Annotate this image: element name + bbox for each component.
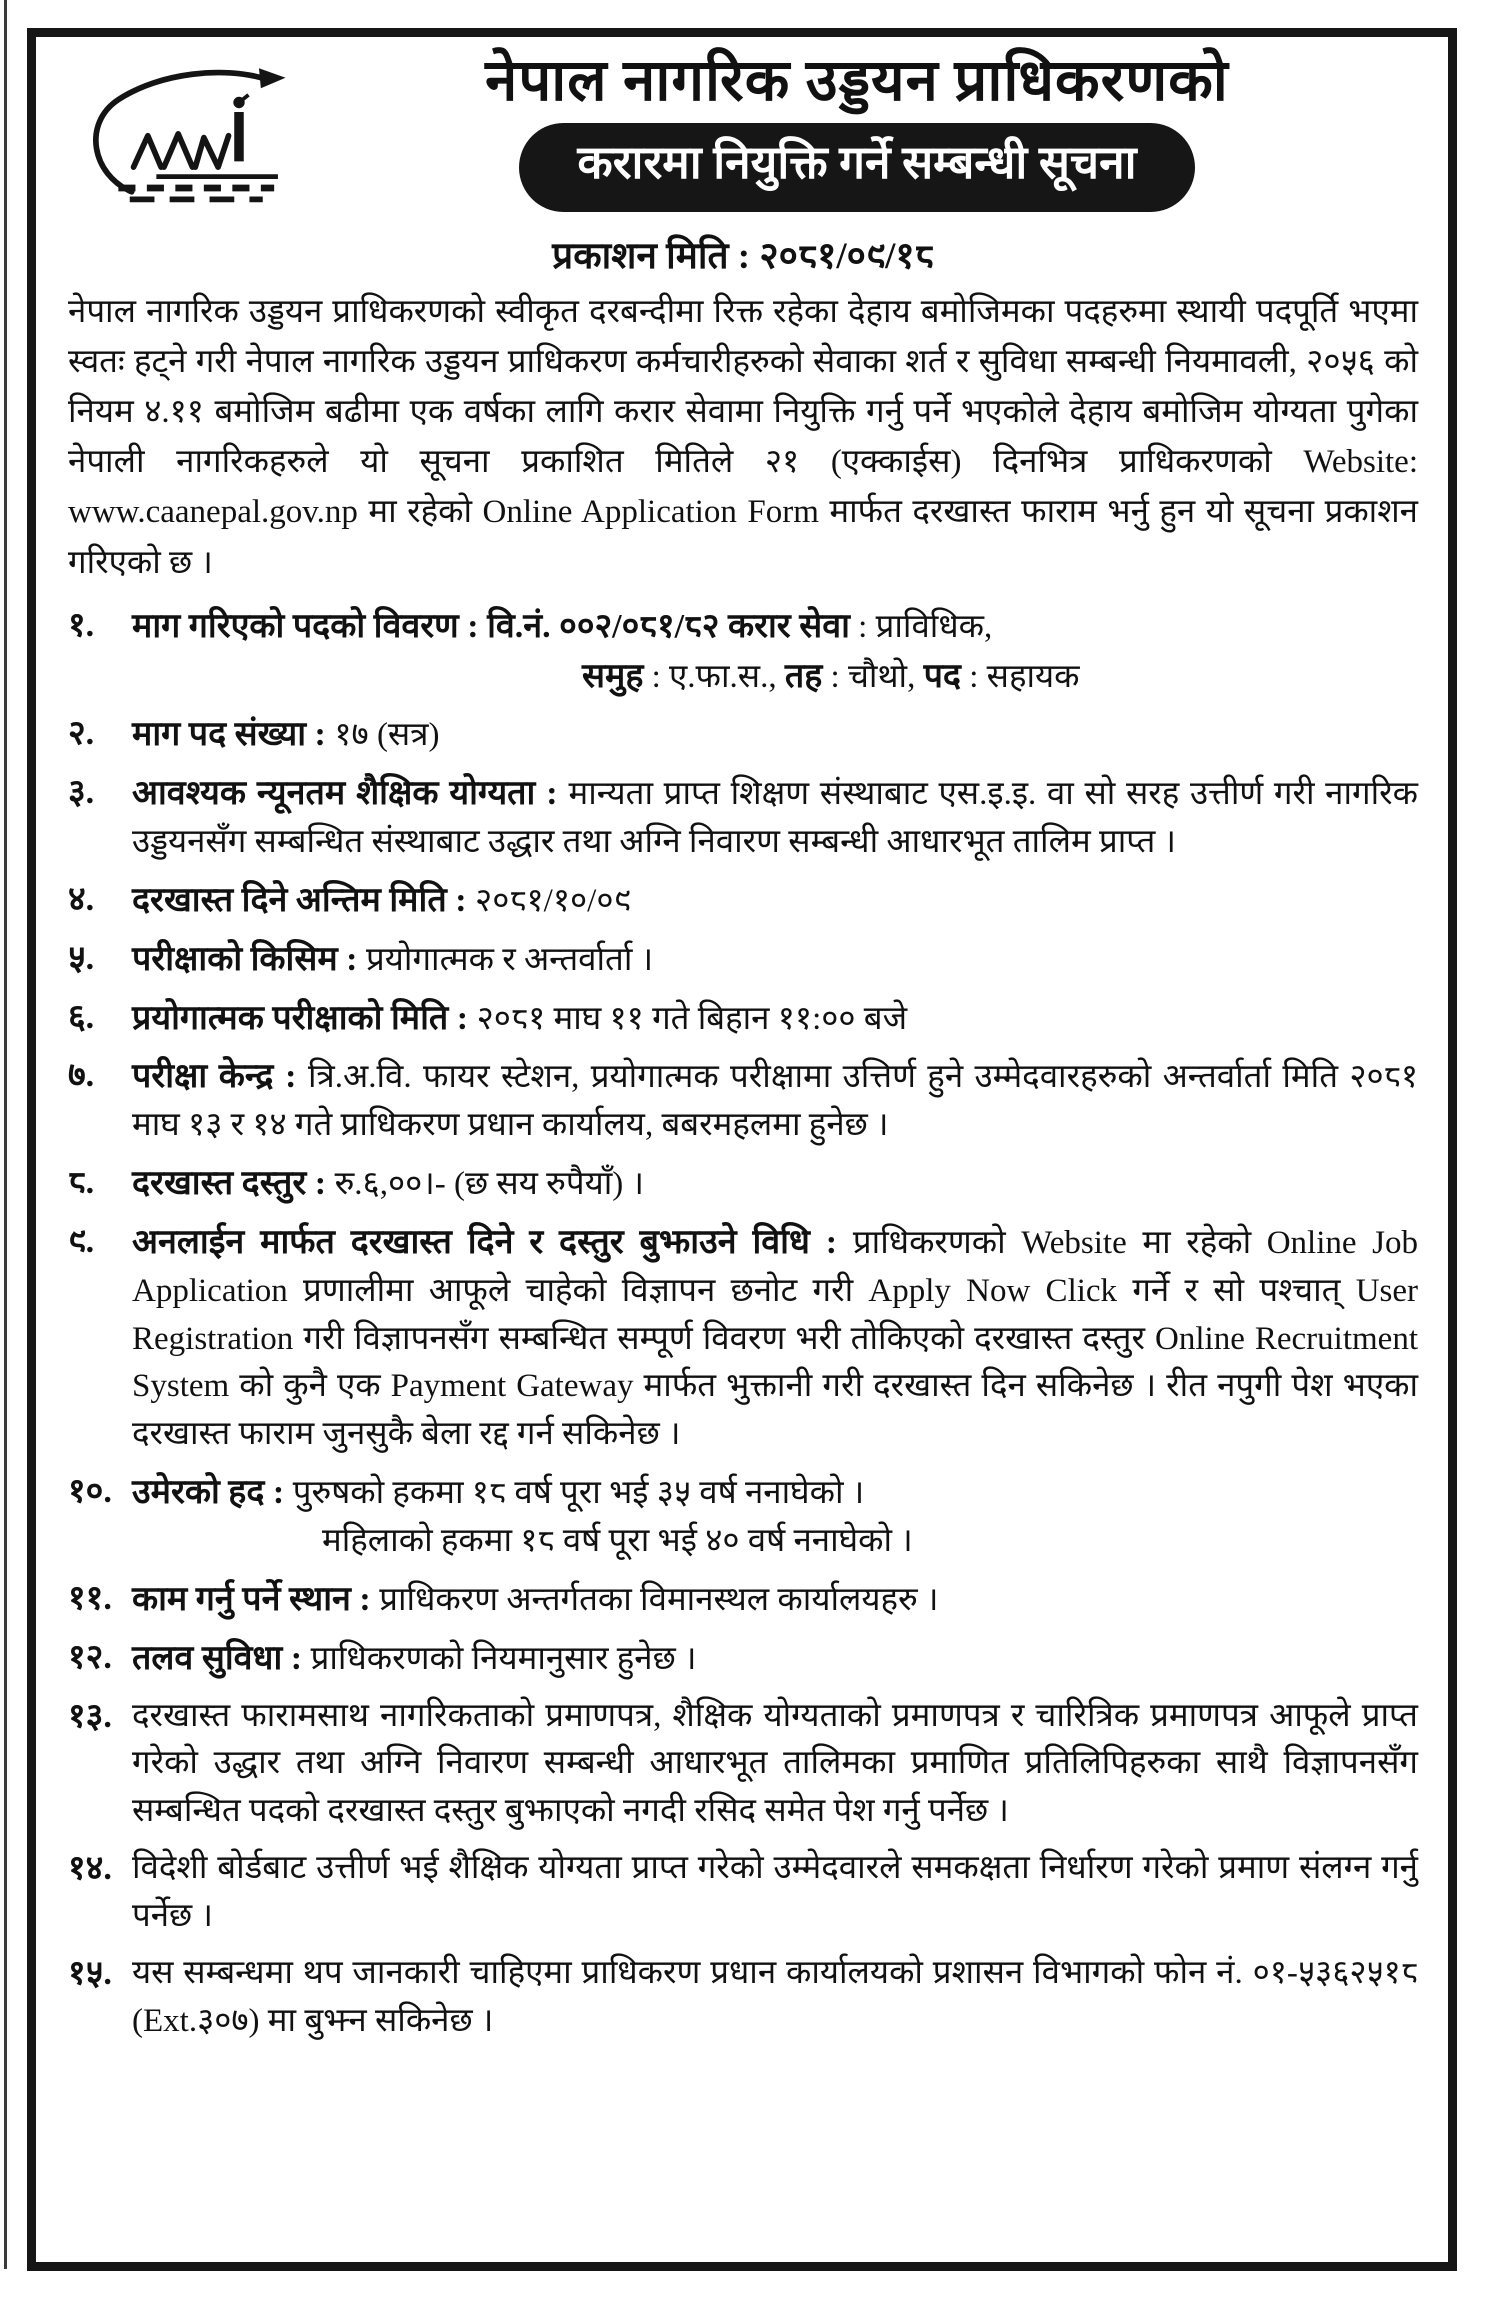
- item-text-segment: प्राधिकरणको नियमानुसार हुनेछ ।: [310, 1640, 697, 1677]
- item-line: [132, 1518, 1418, 1566]
- list-item: [68, 602, 1418, 702]
- item-line: [132, 710, 1418, 760]
- list-item: [68, 1052, 1418, 1150]
- publish-date: प्रकाशन मिति : २०८१/०९/१८: [552, 235, 934, 277]
- item-content: [132, 710, 1418, 760]
- item-text-segment: मान्यता प्राप्त शिक्षण संस्थाबाट एस.इ.इ. वा सो सरह उत्तीर्ण गरी नागरिक उड्डयनसँग सम्बन्धित संस्थाबाट उद्धार तथा अग्नि निवारण सम्बन्धी आधारभूत तालिम प्राप्त ।: [132, 776, 1418, 861]
- item-text-segment: पुरुषको हकमा १८ वर्ष पूरा भई ३५ वर्ष ननाघेको ।: [292, 1475, 865, 1512]
- item-text-segment: आवश्यक न्यूनतम शैक्षिक योग्यता :: [132, 775, 569, 813]
- item-text-segment: २०८१/१०/०९: [475, 882, 631, 919]
- item-text-segment: १७ (सत्र): [334, 717, 440, 754]
- item-line: [132, 935, 1418, 985]
- item-text-segment: प्राधिकरणको Website मा रहेको Online Job Application प्रणालीमा आफूले चाहेको विज्ञापन छनोट गरी Apply Now Click गर्ने र सो पश्चात् User Registration गरी विज्ञापनसँग सम्बन्धित सम्पूर्ण विवरण भरी तोकिएको दरखास्त दस्तुर Online Recruitment System को कुनै एक Payment Gateway मार्फत भुक्तानी गरी दरखास्त दिन सकिनेछ । रीत नपुगी पेश भएका दरखास्त फाराम जुनसुकै बेला रद्द गर्न सकिनेछ ।: [132, 1224, 1418, 1453]
- item-line: [132, 652, 1418, 702]
- notice-box: [27, 28, 1457, 2271]
- item-text-segment: परीक्षा केन्द्र :: [132, 1058, 308, 1096]
- item-content: [132, 876, 1418, 926]
- list-item: [68, 1218, 1418, 1459]
- item-content: [132, 1950, 1418, 2046]
- item-number: १५.: [68, 1954, 112, 1992]
- item-number: २.: [68, 715, 95, 753]
- item-text-segment: करार सेवा: [727, 607, 850, 645]
- item-line: [132, 1218, 1418, 1459]
- item-text-segment: दरखास्त फारामसाथ नागरिकताको प्रमाणपत्र, शैक्षिक योग्यताको प्रमाणपत्र र चारित्रिक प्रमाणपत्र आफूले प्राप्त गरेको उद्धार तथा अग्नि निवारण सम्बन्धी आधारभूत तालिमका प्रमाणित प्रतिलिपिहरुका साथै विज्ञापनसँग सम्बन्धित पदको दरखास्त दस्तुर बुझाएको नगदी रसिद समेत पेश गर्नु पर्नेछ ।: [132, 1697, 1418, 1830]
- item-content: [132, 1159, 1418, 1209]
- notice-header: [68, 47, 1418, 212]
- item-content: [132, 769, 1418, 867]
- header-text: [296, 47, 1418, 212]
- item-text-segment: दरखास्त दस्तुर :: [132, 1165, 335, 1203]
- item-text-segment: तलव सुविधा :: [132, 1639, 311, 1677]
- item-text-segment: : प्राविधिक,: [849, 608, 993, 645]
- item-number: १३.: [68, 1697, 112, 1735]
- item-text-segment: काम गर्नु पर्ने स्थान :: [132, 1580, 380, 1618]
- item-line: [132, 994, 1418, 1044]
- item-text-segment: महिलाको हकमा १८ वर्ष पूरा भई ४० वर्ष ननाघेको ।: [322, 1523, 913, 1560]
- item-line: [132, 1468, 1418, 1518]
- notice-title-pill: करारमा नियुक्ति गर्ने सम्बन्धी सूचना: [519, 123, 1194, 211]
- intro-paragraph: नेपाल नागरिक उड्डयन प्राधिकरणको स्वीकृत दरबन्दीमा रिक्त रहेका देहाय बमोजिमका पदहरुमा स्थायी पदपूर्ति भएमा स्वतः हट्ने गरी नेपाल नागरिक उड्डयन प्राधिकरण कर्मचारीहरुको सेवाका शर्त र सुविधा सम्बन्धी नियमावली, २०५६ को नियम ४.११ बमोजिम बढीमा एक वर्षका लागि करार सेवामा नियुक्ति गर्नु पर्ने भएकोले देहाय बमोजिम योग्यता पुगेका नेपाली नागरिकहरुले यो सूचना प्रकाशित मितिले २१ (एक्काईस) दिनभित्र प्राधिकरणको Website: www.caanepal.gov.np मा रहेको Online Application Form मार्फत दरखास्त फाराम भर्नु हुन यो सूचना प्रकाशन गरिएको छ ।: [68, 293, 1418, 581]
- item-text-segment: प्राधिकरण अन्तर्गतका विमानस्थल कार्यालयहरु ।: [379, 1581, 939, 1618]
- item-line: [132, 1634, 1418, 1684]
- item-text-segment: दरखास्त दिने अन्तिम मिति :: [132, 881, 476, 919]
- item-text-segment: २०८१ माघ ११ गते बिहान ११:०० बजे: [476, 1000, 908, 1037]
- item-text-segment: परीक्षाको किसिम :: [132, 940, 366, 978]
- item-number: १२.: [68, 1638, 112, 1676]
- list-item: [68, 1950, 1418, 2046]
- item-number: ६.: [68, 998, 95, 1036]
- item-text-segment: माग गरिएको पदको विवरण :: [132, 607, 488, 645]
- list-item: [68, 1693, 1418, 1837]
- list-item: [68, 1468, 1418, 1566]
- item-number: ७.: [68, 1057, 95, 1095]
- list-item: [68, 1634, 1418, 1684]
- list-item: [68, 994, 1418, 1044]
- item-text-segment: प्रयोगात्मक परीक्षाको मिति :: [132, 999, 477, 1037]
- notice-list: [68, 602, 1418, 2046]
- item-number: ५.: [68, 939, 95, 977]
- list-item: [68, 769, 1418, 867]
- item-number: ९.: [68, 1222, 95, 1260]
- item-content: [132, 1575, 1418, 1625]
- item-content: [132, 1468, 1418, 1566]
- item-line: [132, 769, 1418, 867]
- item-content: [132, 935, 1418, 985]
- item-line: [132, 1575, 1418, 1625]
- item-line: [132, 602, 1418, 652]
- item-number: १०.: [68, 1473, 112, 1511]
- list-item: [68, 1159, 1418, 1209]
- list-item: [68, 935, 1418, 985]
- item-content: [132, 1634, 1418, 1684]
- item-line: [132, 1950, 1418, 2046]
- page-edge-line: [4, 0, 7, 2269]
- item-content: [132, 1052, 1418, 1150]
- item-line: [132, 1693, 1418, 1837]
- item-number: ४.: [68, 880, 95, 918]
- item-content: [132, 602, 1418, 702]
- org-title: नेपाल नागरिक उड्डयन प्राधिकरणको: [485, 48, 1229, 113]
- caan-logo: [68, 55, 296, 207]
- item-line: [132, 1159, 1418, 1209]
- item-text-segment: : ए.फा.स.,: [643, 658, 785, 695]
- item-line: [132, 1845, 1418, 1941]
- item-number: ३.: [68, 774, 95, 812]
- item-number: १.: [68, 606, 95, 644]
- item-text-segment: पद: [923, 657, 961, 695]
- logo-arrowhead-icon: [259, 68, 286, 88]
- item-text-segment: : सहायक: [960, 658, 1080, 695]
- list-item: [68, 876, 1418, 926]
- item-text-segment: : चौथो,: [822, 658, 924, 695]
- item-number: १४.: [68, 1850, 112, 1888]
- list-item: [68, 1845, 1418, 1941]
- item-content: [132, 1845, 1418, 1941]
- item-content: [132, 1693, 1418, 1837]
- item-number: ८.: [68, 1164, 95, 1202]
- item-content: [132, 994, 1418, 1044]
- item-text-segment: उमेरको हद :: [132, 1474, 293, 1512]
- item-text-segment: विदेशी बोर्डबाट उत्तीर्ण भई शैक्षिक योग्यता प्राप्त गरेको उम्मेदवारले समकक्षता निर्धारण गरेको प्रमाण संलग्न गर्नु पर्नेछ ।: [132, 1850, 1418, 1934]
- item-text-segment: प्रयोगात्मक र अन्तर्वार्ता ।: [366, 941, 654, 978]
- item-number: ११.: [68, 1579, 112, 1617]
- item-text-segment: तह: [784, 657, 823, 695]
- item-text-segment: यस सम्बन्धमा थप जानकारी चाहिएमा प्राधिकरण प्रधान कार्यालयको प्रशासन विभागको फोन नं. ०१-५३६२५१८ (Ext.३०७) मा बुझ्न सकिनेछ ।: [132, 1954, 1418, 2039]
- item-line: [132, 1052, 1418, 1150]
- item-text-segment: माग पद संख्या :: [132, 716, 335, 754]
- item-text-segment: वि.नं. ००२/०८१/८२: [487, 607, 728, 645]
- caan-logo-icon: [68, 55, 296, 207]
- item-line: [132, 876, 1418, 926]
- item-text-segment: रु.६,००।- (छ सय रुपैयाँ) ।: [334, 1166, 645, 1203]
- item-text-segment: त्रि.अ.वि. फायर स्टेशन, प्रयोगात्मक परीक्षामा उत्तिर्ण हुने उम्मेदवारहरुको अन्तर्वार्ता मिति २०८१ माघ १३ र १४ गते प्राधिकरण प्रधान कार्यालय, बबरमहलमा हुनेछ ।: [132, 1059, 1418, 1144]
- logo-letters-icon: [134, 134, 229, 167]
- list-item: [68, 710, 1418, 760]
- item-text-segment: अनलाईन मार्फत दरखास्त दिने र दस्तुर बुझाउने विधि :: [132, 1223, 853, 1261]
- item-text-segment: समुह: [582, 657, 644, 695]
- item-content: [132, 1218, 1418, 1459]
- list-item: [68, 1575, 1418, 1625]
